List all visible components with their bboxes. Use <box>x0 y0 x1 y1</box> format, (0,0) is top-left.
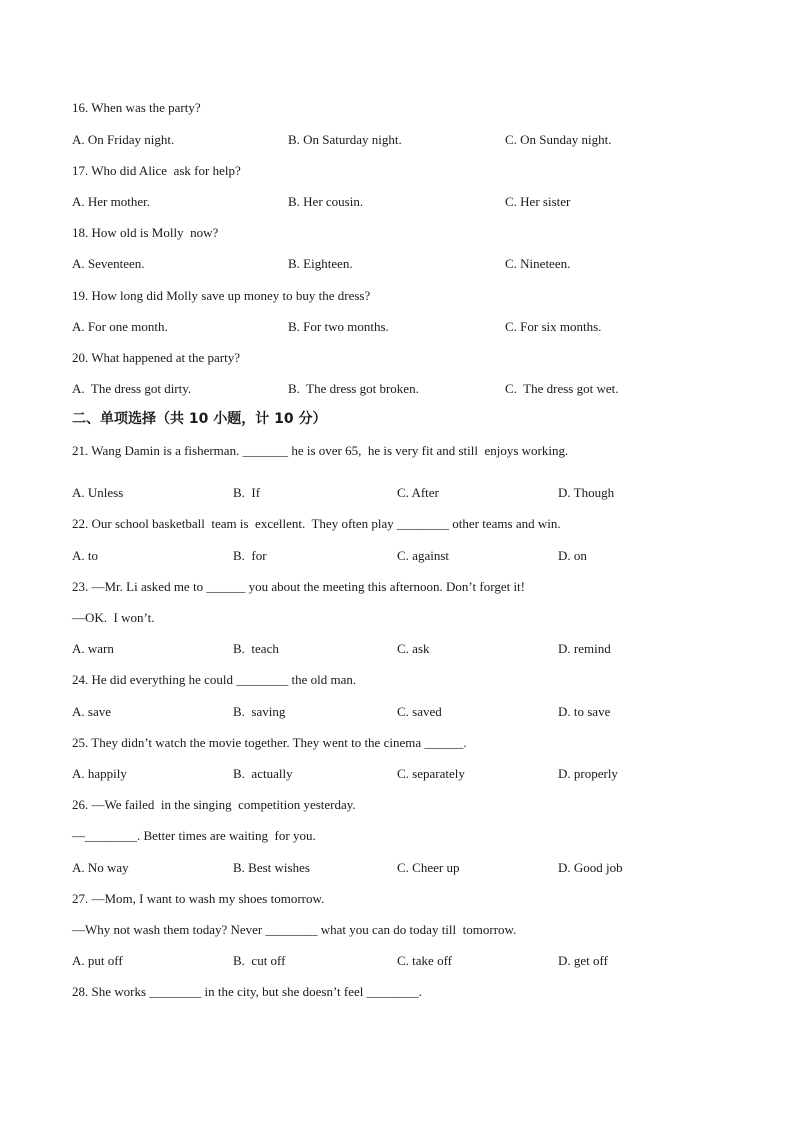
option-c: C. Cheer up <box>397 860 460 875</box>
section-title: 二、单项选择（共 10 小题，计 10 分） <box>72 411 327 427</box>
answer-line: —________. Better times are waiting for you. <box>72 828 316 843</box>
answer-line: —OK. I won’t. <box>72 610 155 625</box>
question-text: 18. How old is Molly now? <box>72 225 219 240</box>
option-a: A. warn <box>72 641 114 656</box>
option-b: B. saving <box>233 704 286 719</box>
option-a: A. For one month. <box>72 319 168 334</box>
option-d: D. Though <box>558 485 615 500</box>
option-b: B. actually <box>233 766 293 781</box>
option-d: D. to save <box>558 704 611 719</box>
question-text: 16. When was the party? <box>72 100 201 115</box>
question-text: 27. —Mom, I want to wash my shoes tomorrow. <box>72 891 325 906</box>
option-a: A. happily <box>72 766 127 781</box>
option-c: C. Her sister <box>505 194 571 209</box>
question-text: 21. Wang Damin is a fisherman. _______ he is over 65, he is very fit and still enjoys working. <box>72 443 569 458</box>
option-c: C. against <box>397 548 449 563</box>
option-d: D. get off <box>558 953 608 968</box>
option-d: D. Good job <box>558 860 623 875</box>
question-text: 22. Our school basketball team is excellent. They often play ________ other teams and win. <box>72 516 561 531</box>
option-c: C. ask <box>397 641 430 656</box>
option-b: B. If <box>233 485 261 500</box>
option-c: C. The dress got wet. <box>505 381 619 396</box>
question-text: 23. —Mr. Li asked me to ______ you about the meeting this afternoon. Don’t forget it! <box>72 579 526 594</box>
option-c: C. On Sunday night. <box>505 132 612 147</box>
option-b: B. On Saturday night. <box>288 132 402 147</box>
question-text: 20. What happened at the party? <box>72 350 240 365</box>
option-b: B. cut off <box>233 953 286 968</box>
option-b: B. For two months. <box>288 319 389 334</box>
option-d: D. remind <box>558 641 611 656</box>
option-a: A. No way <box>72 860 129 875</box>
question-text: 25. They didn’t watch the movie together. They went to the cinema ______. <box>72 735 467 750</box>
question-text: 19. How long did Molly save up money to buy the dress? <box>72 288 371 303</box>
option-b: B. teach <box>233 641 279 656</box>
answer-line: —Why not wash them today? Never ________ what you can do today till tomorrow. <box>72 922 517 937</box>
question-text: 24. He did everything he could ________ the old man. <box>72 672 357 687</box>
option-d: D. properly <box>558 766 618 781</box>
option-c: C. After <box>397 485 439 500</box>
option-a: A. put off <box>72 953 123 968</box>
question-text: 17. Who did Alice ask for help? <box>72 163 241 178</box>
option-a: A. Her mother. <box>72 194 150 209</box>
option-c: C. For six months. <box>505 319 602 334</box>
option-a: A. Unless <box>72 485 124 500</box>
option-a: A. The dress got dirty. <box>72 381 192 396</box>
option-c: C. separately <box>397 766 465 781</box>
option-a: A. to <box>72 548 98 563</box>
option-b: B. Eighteen. <box>288 256 353 271</box>
option-d: D. on <box>558 548 587 563</box>
option-c: C. Nineteen. <box>505 256 571 271</box>
option-a: A. Seventeen. <box>72 256 145 271</box>
option-b: B. The dress got broken. <box>288 381 419 396</box>
option-a: A. save <box>72 704 111 719</box>
option-c: C. take off <box>397 953 452 968</box>
option-b: B. Her cousin. <box>288 194 364 209</box>
question-text: 26. —We failed in the singing competition yesterday. <box>72 797 356 812</box>
option-b: B. Best wishes <box>233 860 310 875</box>
question-text: 28. She works ________ in the city, but she doesn’t feel ________. <box>72 984 422 999</box>
option-c: C. saved <box>397 704 442 719</box>
option-a: A. On Friday night. <box>72 132 175 147</box>
option-b: B. for <box>233 548 267 563</box>
